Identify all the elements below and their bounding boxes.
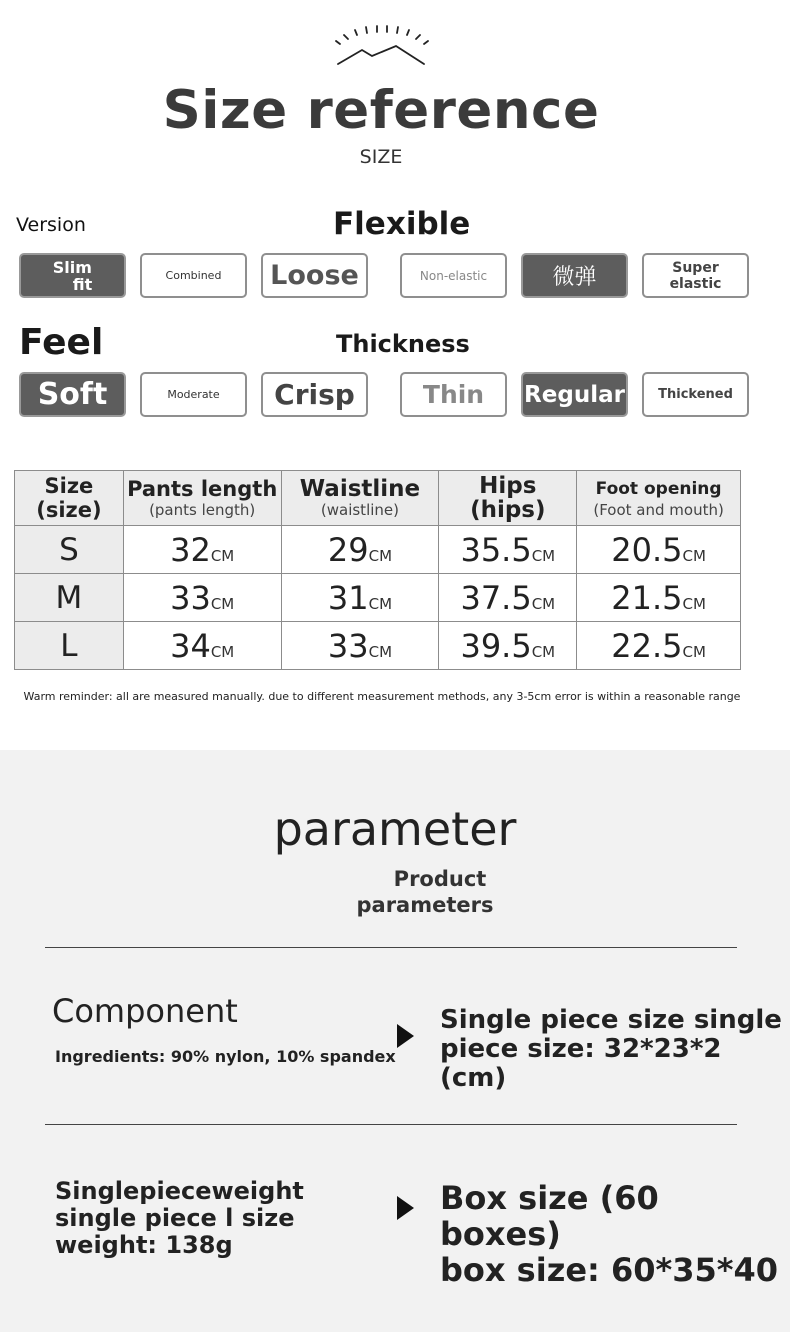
triangle-right-icon — [397, 1024, 414, 1048]
single-piece-weight: Singlepieceweight single piece l size weight: 138g — [55, 1177, 304, 1259]
waistline-cell: 33CM — [281, 622, 439, 670]
component-title: Component — [52, 992, 238, 1030]
hips-cell: 37.5CM — [439, 574, 577, 622]
thickness-label: Thickness — [336, 330, 470, 358]
single-piece-size: Single piece size single piece size: 32*23*2 (cm) — [440, 1005, 782, 1093]
page-title: Size reference — [162, 80, 600, 141]
slim-fit-line2: fit — [72, 274, 93, 294]
box-size: Box size (60 boxes) box size: 60*35*40 — [440, 1179, 779, 1289]
warm-reminder: Warm reminder: all are measured manually. due to different measurement methods, any 3-5cm error is within a reasonable range — [23, 690, 741, 703]
feel-option-crisp: Crisp — [261, 372, 368, 417]
hips-cell: 39.5CM — [439, 622, 577, 670]
divider-middle — [45, 1124, 737, 1125]
product-parameters-subtitle: Product parameters — [356, 867, 494, 917]
pants-length-cell: 33CM — [123, 574, 281, 622]
feel-option-soft: Soft — [19, 372, 126, 417]
pants-length-cell: 32CM — [123, 526, 281, 574]
size-table — [14, 470, 741, 670]
version-option-loose: Loose — [261, 253, 368, 298]
table-row — [15, 574, 741, 622]
triangle-right-icon — [397, 1196, 414, 1220]
header-waistline: Waistline (waistline) — [281, 471, 439, 526]
waistline-cell: 31CM — [281, 574, 439, 622]
foot-opening-cell: 21.5CM — [577, 574, 741, 622]
table-row — [15, 622, 741, 670]
page-subtitle: SIZE — [359, 146, 403, 168]
thickness-option-thickened: Thickened — [642, 372, 749, 417]
size-cell: S — [15, 526, 124, 574]
foot-opening-cell: 22.5CM — [577, 622, 741, 670]
pants-length-cell: 34CM — [123, 622, 281, 670]
feel-label: Feel — [19, 322, 104, 363]
table-row — [15, 526, 741, 574]
size-table-header — [15, 471, 741, 526]
size-cell: M — [15, 574, 124, 622]
header-size: Size (size) — [15, 471, 124, 526]
sun-mountain-icon — [334, 22, 430, 68]
header-hips: Hips (hips) — [439, 471, 577, 526]
feel-option-moderate: Moderate — [140, 372, 247, 417]
header-foot-opening: Foot opening (Foot and mouth) — [577, 471, 741, 526]
foot-opening-cell: 20.5CM — [577, 526, 741, 574]
divider-top — [45, 947, 737, 948]
parameter-title: parameter — [273, 802, 517, 856]
flexible-option-non-elastic: Non-elastic — [400, 253, 507, 298]
hips-cell: 35.5CM — [439, 526, 577, 574]
version-option-combined: Combined — [140, 253, 247, 298]
slim-fit-line1: Slim — [52, 257, 92, 277]
thickness-option-thin: Thin — [400, 372, 507, 417]
version-option-slim-fit — [19, 253, 126, 298]
flexible-option-micro-elastic: 微弹 — [521, 253, 628, 298]
thickness-option-regular: Regular — [521, 372, 628, 417]
flexible-option-super-elastic: Super elastic — [642, 253, 749, 298]
version-label: Version — [16, 214, 86, 236]
size-cell: L — [15, 622, 124, 670]
waistline-cell: 29CM — [281, 526, 439, 574]
flexible-label: Flexible — [333, 206, 471, 242]
header-pants-length: Pants length (pants length) — [123, 471, 281, 526]
ingredients-text: Ingredients: 90% nylon, 10% spandex — [55, 1047, 396, 1066]
